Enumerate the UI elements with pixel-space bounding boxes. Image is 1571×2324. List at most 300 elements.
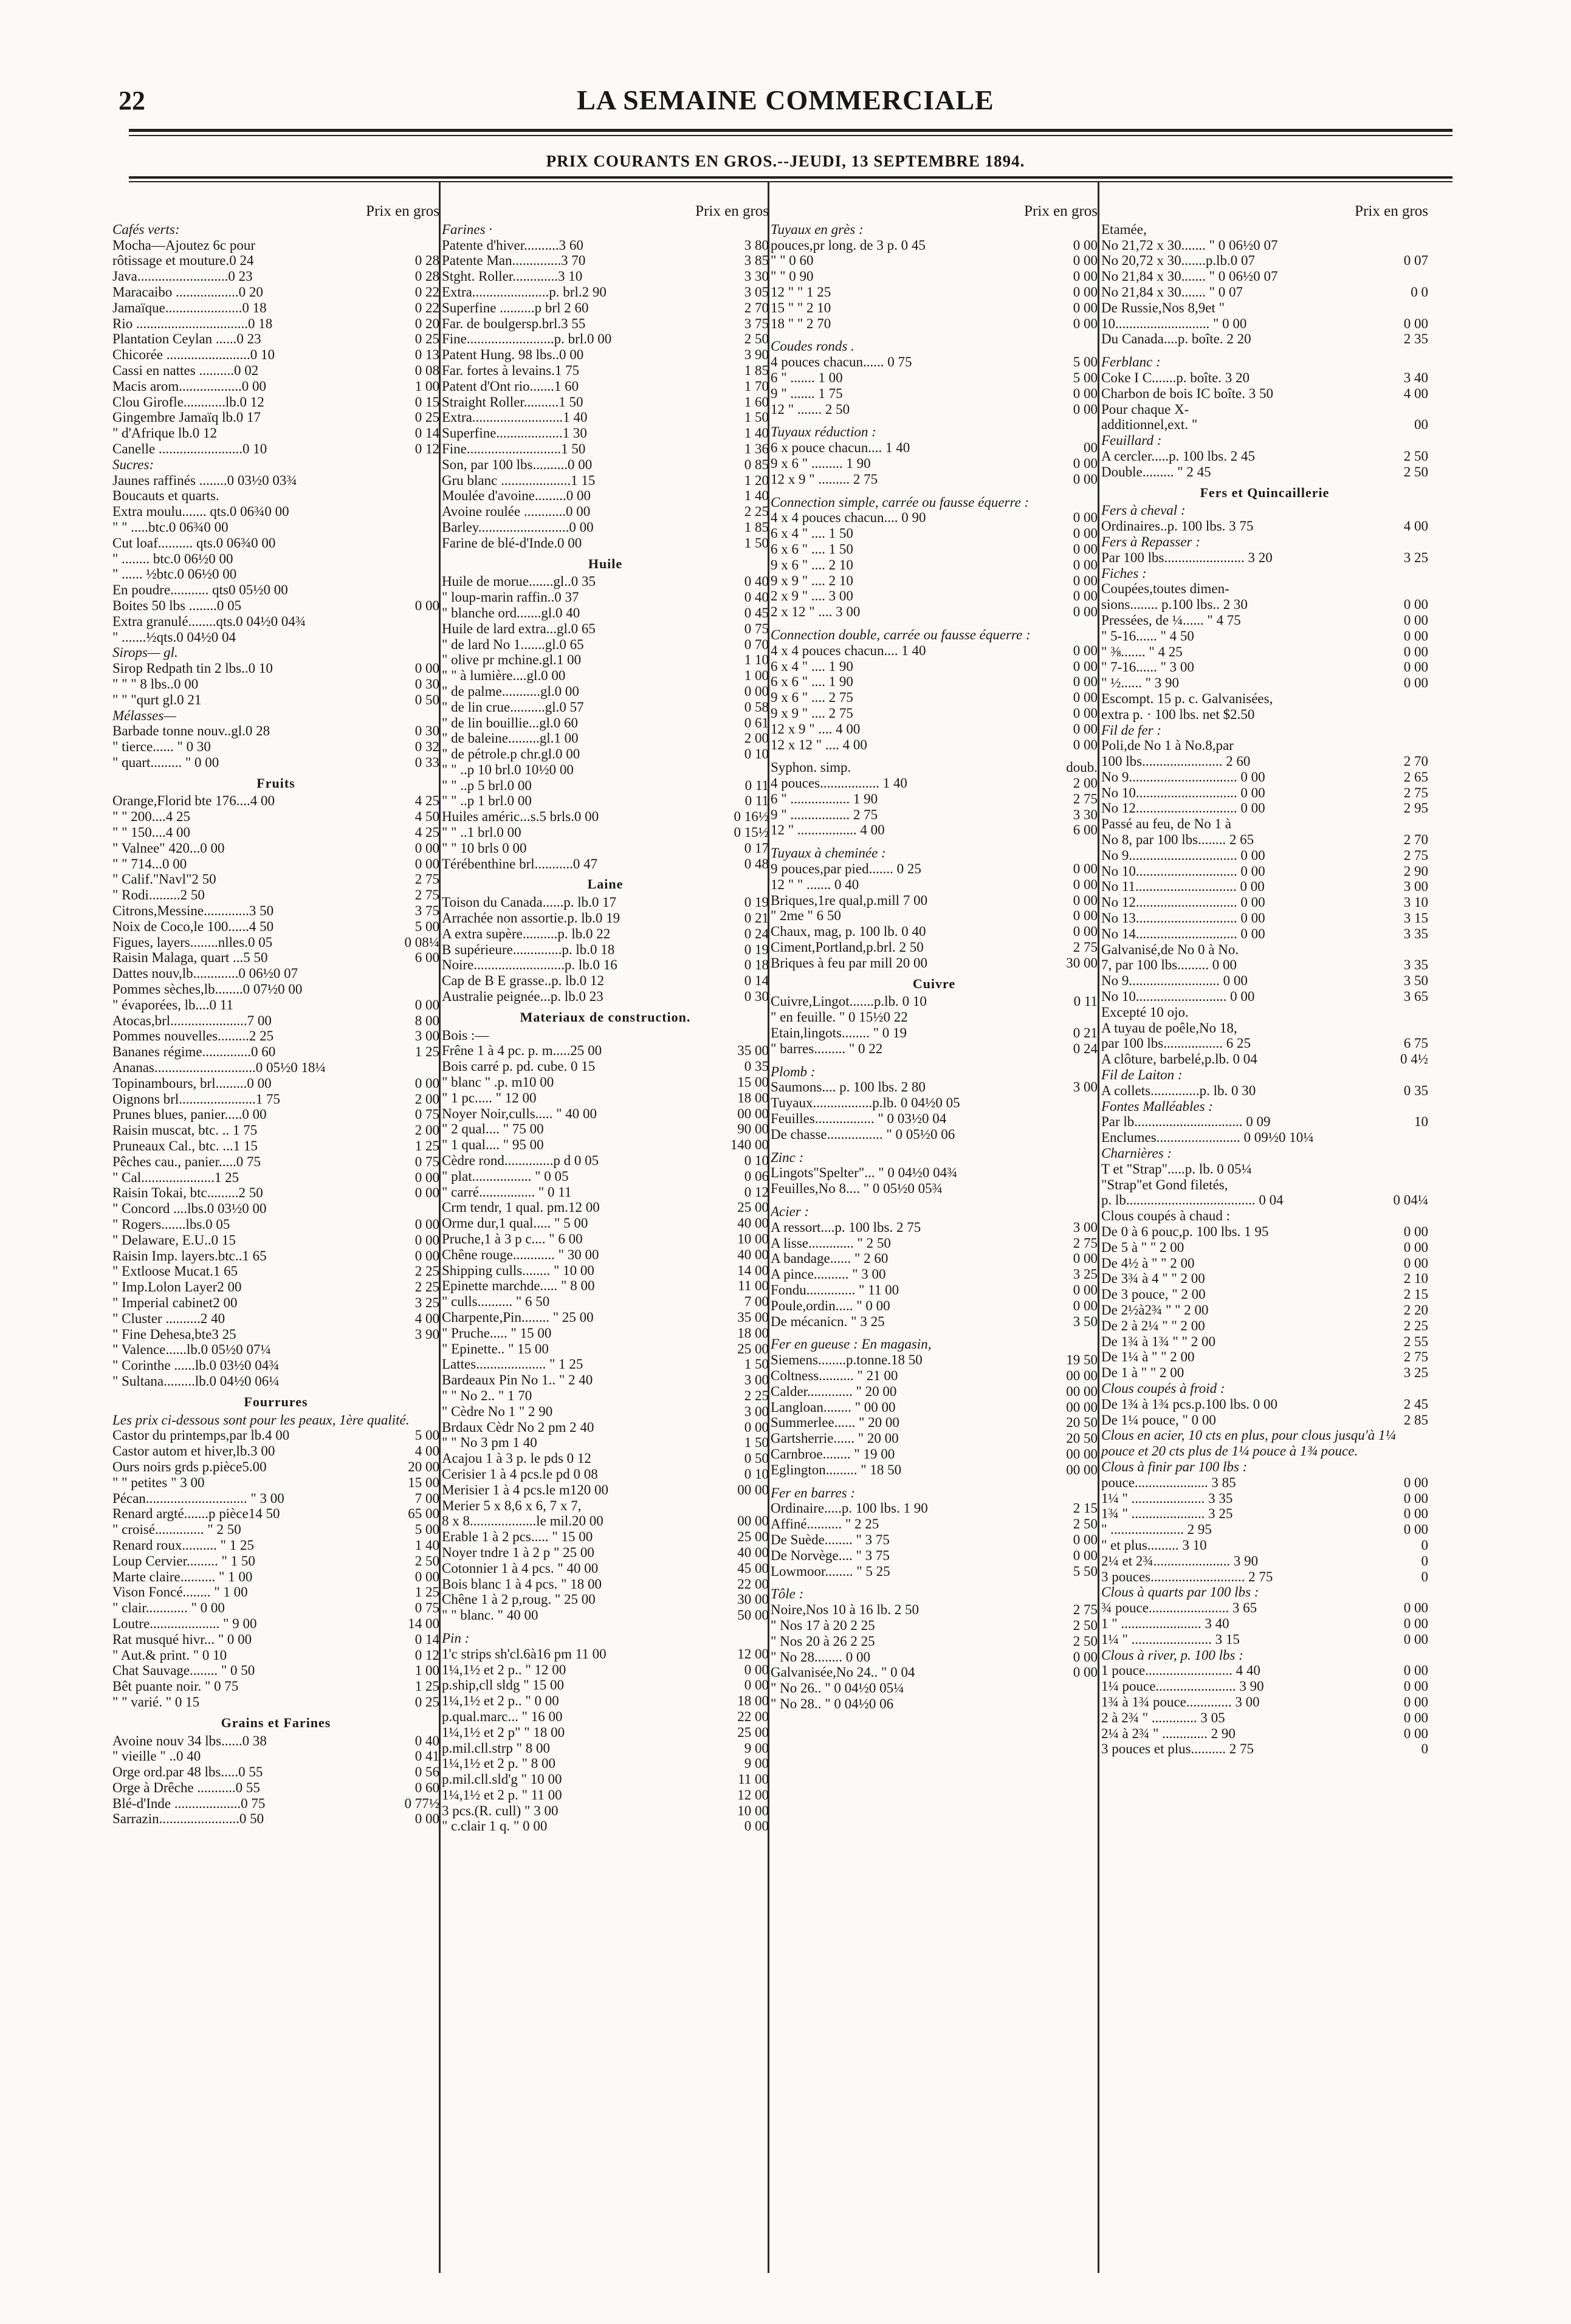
- price-row: [1101, 644, 1428, 660]
- item-label: Far. fortes à levains.1 75: [442, 362, 580, 378]
- price-high: 0 50: [744, 1451, 769, 1466]
- price-high: 0 00: [1403, 628, 1428, 644]
- price-high: 1 25: [414, 1044, 439, 1060]
- item-label: Noire..........................p. lb.0 16: [442, 957, 617, 973]
- price-row: [1101, 1271, 1428, 1287]
- item-label: Castor autom et hiver,lb.3 00: [112, 1443, 275, 1459]
- price-row: [1101, 1161, 1428, 1177]
- price-high: 5 00: [1073, 354, 1098, 370]
- price-row: [1101, 707, 1428, 723]
- item-label: " " 150....4 00: [112, 825, 191, 841]
- price-row: [442, 652, 769, 668]
- item-label: 1¼ pouce....................... 3 90: [1101, 1679, 1264, 1694]
- price-row: [442, 1741, 769, 1756]
- item-label: " blanc " .p. m10 00: [442, 1074, 554, 1090]
- item-label: " Cal.....................1 25: [112, 1169, 239, 1185]
- price-high: 1 40: [744, 425, 769, 441]
- price-high: 0 14: [414, 1631, 439, 1647]
- price-row: [112, 1522, 439, 1538]
- price-high: 2 75: [1403, 785, 1428, 800]
- item-label: Etain,lingots........ " 0 19: [771, 1025, 907, 1041]
- item-label: 12 x 9 " ......... 2 75: [771, 471, 878, 487]
- price-high: 2 50: [744, 331, 769, 347]
- price-row: [442, 973, 769, 989]
- price-high: 2 75: [1073, 940, 1098, 955]
- price-high: 2 75: [1403, 847, 1428, 863]
- item-label: Tuyaux.................p.lb. 0 04½0 05: [771, 1095, 960, 1111]
- item-label: 6 x 6 " .... 1 90: [771, 674, 853, 690]
- subsection-heading: Fiches :: [1101, 565, 1147, 581]
- item-label: " croisé.............. " 2 50: [112, 1522, 241, 1538]
- item-label: " Imp.Lolon Layer2 00: [112, 1279, 242, 1295]
- item-label: Noyer Noir,culls..... " 40 00: [442, 1105, 597, 1121]
- price-row: [112, 598, 439, 614]
- item-label: Chicorée ........................0 10: [112, 347, 275, 363]
- price-row: [442, 590, 769, 605]
- price-high: 0 75: [414, 1107, 439, 1122]
- price-row: [771, 1634, 1098, 1649]
- item-label: 2¼ et 2¾...................... 3 90: [1101, 1553, 1259, 1569]
- price-high: 0 00: [1073, 876, 1098, 892]
- price-row: [1101, 910, 1428, 926]
- price-row: [112, 1279, 439, 1295]
- price-row: [1101, 785, 1428, 801]
- section-heading: Materiaux de construction.: [520, 1009, 691, 1025]
- price-row: [112, 982, 439, 997]
- item-label: " Concord ....lbs.0 03½0 00: [112, 1201, 267, 1217]
- price-row: [771, 1095, 1098, 1111]
- price-row: [112, 825, 439, 841]
- price-row: [442, 269, 769, 284]
- item-label: 12 x 12 " .... 4 00: [771, 737, 867, 752]
- price-high: 0 00: [744, 1662, 769, 1677]
- price-high: 0 75: [414, 1153, 439, 1169]
- price-high: 0 00: [414, 1185, 439, 1201]
- price-row: [112, 1373, 439, 1389]
- price-row: [442, 1121, 769, 1137]
- item-label: ¾ pouce....................... 3 65: [1101, 1600, 1257, 1616]
- price-row: [112, 331, 439, 347]
- price-row: [112, 394, 439, 410]
- price-row: [442, 488, 769, 504]
- price-high: 20 50: [1066, 1415, 1098, 1431]
- price-high: 0 00: [1403, 1694, 1428, 1710]
- item-label: 6 " ....... 1 00: [771, 370, 843, 385]
- price-high: 10 00: [737, 1231, 769, 1246]
- item-label: Extra......................p. brl.2 90: [442, 284, 607, 300]
- price-row: [112, 723, 439, 739]
- price-row: [1101, 402, 1428, 418]
- price-high: 0 10: [744, 746, 769, 762]
- price-high: 5 00: [1073, 370, 1098, 385]
- price-high: 5 00: [414, 1522, 439, 1538]
- section-heading: Grains et Farines: [221, 1714, 331, 1730]
- price-high: 65 00: [408, 1506, 439, 1522]
- price-row: [771, 238, 1098, 253]
- item-label: " " 0 90: [771, 269, 814, 284]
- item-label: 2 x 12 " .... 3 00: [771, 604, 861, 620]
- price-row: [112, 1092, 439, 1107]
- price-row: [442, 637, 769, 653]
- price-high: 0 11: [744, 793, 769, 809]
- price-row: [442, 1388, 769, 1404]
- price-high: 0 14: [414, 425, 439, 441]
- item-label: 2¼ à 2¾ " ............. 2 90: [1101, 1725, 1236, 1741]
- text-line: Bois :—: [442, 1027, 489, 1043]
- item-label: Loutre.................... " 9 00: [112, 1615, 257, 1631]
- price-high: 3 50: [1403, 973, 1428, 989]
- price-row: [442, 841, 769, 856]
- price-high: 2 25: [414, 1263, 439, 1279]
- price-row: [1101, 613, 1428, 628]
- price-row: [771, 775, 1098, 791]
- price-row: [442, 1404, 769, 1420]
- price-high: 2 25: [414, 1279, 439, 1295]
- price-row: [112, 1764, 439, 1780]
- price-row: [442, 363, 769, 379]
- price-row: [771, 510, 1098, 526]
- price-row: [771, 940, 1098, 955]
- item-label: De 2 à 2¼ " " 2 00: [1101, 1318, 1205, 1333]
- item-label: " barres......... " 0 22: [771, 1040, 883, 1056]
- price-row: [1101, 1475, 1428, 1491]
- price-row: [442, 1059, 769, 1074]
- subsection-heading: Sirops— gl.: [112, 645, 178, 661]
- item-label: De 1¼ pouce, " 0 00: [1101, 1412, 1216, 1428]
- item-label: 6 " ................. 1 90: [771, 791, 878, 806]
- price-row: [1101, 1412, 1428, 1428]
- price-row: [1101, 1224, 1428, 1240]
- item-label: De 1¼ à " " 2 00: [1101, 1349, 1195, 1365]
- price-row: [1101, 1318, 1428, 1334]
- price-row: [112, 504, 439, 520]
- price-row: [112, 809, 439, 825]
- price-high: 3 35: [1403, 957, 1428, 973]
- price-high: 2 65: [1403, 769, 1428, 785]
- item-label: " 2me " 6 50: [771, 908, 841, 924]
- price-row: [1101, 1538, 1428, 1553]
- price-row: [112, 1107, 439, 1122]
- price-row: [112, 1076, 439, 1092]
- column-header-prix-en-gros: Prix en gros: [1355, 204, 1428, 219]
- price-row: [771, 1696, 1098, 1712]
- item-label: De 4½ à " " 2 00: [1101, 1255, 1195, 1271]
- price-row: [112, 1648, 439, 1663]
- item-label: Castor du printemps,par lb.4 00: [112, 1428, 290, 1443]
- item-label: " loup-marin raffin..0 37: [442, 590, 579, 605]
- price-row: [1101, 1616, 1428, 1632]
- item-label: Excepté 10 ojo.: [1101, 1004, 1189, 1020]
- price-high: 2 00: [1073, 775, 1098, 791]
- item-label: Extra..........................1 40: [442, 410, 588, 425]
- spacer: [771, 620, 1098, 627]
- price-row: [1101, 1694, 1428, 1710]
- item-label: Sarrazin.......................0 50: [112, 1811, 264, 1827]
- price-high: 4 50: [414, 809, 439, 825]
- price-high: 2 20: [1403, 1302, 1428, 1318]
- price-high: 1 50: [744, 410, 769, 425]
- price-row: [442, 316, 769, 332]
- price-high: 2 70: [744, 300, 769, 315]
- price-column-4: [1101, 204, 1428, 2261]
- price-row: [771, 1368, 1098, 1384]
- price-row: [442, 1074, 769, 1090]
- price-row: [442, 910, 769, 926]
- price-row: [771, 994, 1098, 1009]
- text-line: Etamée,: [1101, 221, 1147, 237]
- price-row: [442, 1420, 769, 1435]
- section-heading: Fourrures: [244, 1394, 308, 1409]
- item-label: Siemens........p.tonne.18 50: [771, 1352, 923, 1368]
- item-label: Summerlee...... " 20 00: [771, 1415, 899, 1431]
- item-label: " de palme...........gl.0 00: [442, 683, 579, 699]
- price-row: [1101, 1177, 1428, 1193]
- price-row: [112, 300, 439, 316]
- price-high: 0 40: [414, 1733, 439, 1748]
- item-label: Moulée d'avoine.........0 00: [442, 488, 591, 504]
- item-label: Calder............. " 20 00: [771, 1383, 897, 1399]
- price-row: [1101, 1679, 1428, 1694]
- price-row: [442, 825, 769, 841]
- price-high: 2 85: [1403, 1412, 1428, 1428]
- price-high: 0 12: [414, 1647, 439, 1663]
- price-row: [442, 957, 769, 973]
- price-row: [1101, 1710, 1428, 1726]
- subsection-heading: Fil de fer :: [1101, 722, 1161, 738]
- price-high: 1 60: [744, 394, 769, 410]
- item-label: De 3¾ à 4 " " 2 00: [1101, 1271, 1205, 1287]
- price-high: 00 00: [737, 1105, 769, 1121]
- price-high: 9 00: [744, 1756, 769, 1772]
- price-high: 0 25: [414, 410, 439, 425]
- item-label: Avoine roulée ............0 00: [442, 504, 591, 520]
- price-row: [442, 379, 769, 394]
- item-label: Huiles améric...s.5 brls.0 00: [442, 809, 599, 825]
- item-label: Chaux, mag, p. 100 lb. 0 40: [771, 924, 926, 940]
- item-label: " " No 2.. " 1 70: [442, 1387, 532, 1403]
- price-high: 0 04¼: [1393, 1192, 1428, 1208]
- item-label: Noire,Nos 10 à 16 lb. 2 50: [771, 1602, 920, 1618]
- price-high: 2 75: [1403, 1349, 1428, 1365]
- subsection-heading: Clous coupés à froid :: [1101, 1380, 1225, 1396]
- item-label: Barbade tonne nouv..gl.0 28: [112, 723, 270, 739]
- price-row: [771, 284, 1098, 300]
- price-row: [1101, 1334, 1428, 1350]
- price-row: [771, 588, 1098, 604]
- item-label: Chêne rouge............ " 30 00: [442, 1246, 599, 1262]
- price-row: [442, 1200, 769, 1215]
- price-high: 19 50: [1066, 1352, 1098, 1368]
- item-label: Merisier 1 à 4 pcs.le m120 00: [442, 1482, 609, 1497]
- item-label: Pommes nouvelles.........2 25: [112, 1028, 274, 1044]
- price-row: [442, 441, 769, 457]
- item-label: Syphon. simp.: [771, 760, 851, 775]
- price-row: [771, 1532, 1098, 1548]
- price-row: [112, 379, 439, 394]
- item-label: "Strap"et Gond filetés,: [1101, 1177, 1228, 1192]
- price-row: [442, 1294, 769, 1310]
- item-label: " " No 3 pm 1 40: [442, 1435, 537, 1451]
- item-label: A collets..............p. lb. 0 30: [1101, 1082, 1256, 1098]
- price-high: 3 00: [414, 1028, 439, 1044]
- price-row: [771, 1251, 1098, 1267]
- item-label: " Sultana.........lb.0 04½0 06¼: [112, 1373, 280, 1389]
- price-high: 0 00: [1073, 572, 1098, 588]
- price-row: [1101, 848, 1428, 864]
- price-high: 1 50: [744, 1356, 769, 1372]
- item-label: pouce..................... 3 85: [1101, 1474, 1236, 1490]
- item-label: Plantation Ceylan ......0 23: [112, 331, 261, 347]
- price-row: [1101, 754, 1428, 769]
- price-row: [442, 284, 769, 300]
- subsection-heading: Feuillard :: [1101, 433, 1162, 449]
- item-label: Patent d'Ont rio.......1 60: [442, 378, 579, 394]
- subsection-heading: Sucres:: [112, 456, 154, 472]
- item-label: Patent Hung. 98 lbs..0 00: [442, 347, 584, 363]
- item-label: Fine...........................1 50: [442, 441, 586, 456]
- price-high: 0 85: [744, 456, 769, 472]
- price-high: 0 00: [1403, 1255, 1428, 1271]
- price-high: 3 25: [1073, 1267, 1098, 1282]
- item-label: " Imperial cabinet2 00: [112, 1294, 238, 1310]
- price-row: [112, 1201, 439, 1217]
- item-label: Stght. Roller.............3 10: [442, 269, 583, 284]
- item-label: 1¼,1½ et 2 p. " 8 00: [442, 1756, 555, 1772]
- price-row: [112, 284, 439, 300]
- price-row: [442, 1725, 769, 1741]
- item-label: Patente d'hiver..........3 60: [442, 237, 583, 253]
- price-high: 0 00: [1073, 861, 1098, 877]
- item-label: " " .....btc.0 06¾0 00: [112, 519, 229, 535]
- item-label: Lingots"Spelter"... " 0 04½0 04¾: [771, 1165, 958, 1181]
- price-row: [771, 1446, 1098, 1462]
- price-row: [112, 1428, 439, 1443]
- price-row: [442, 1576, 769, 1592]
- item-label: De Suède........ " 3 75: [771, 1532, 890, 1547]
- item-label: Loup Cervier......... " 1 50: [112, 1553, 255, 1569]
- item-label: A cercler.....p. 100 lbs. 2 45: [1101, 448, 1255, 464]
- item-label: " Extloose Mucat.1 65: [112, 1263, 238, 1279]
- price-row: [112, 614, 439, 630]
- price-row: [1101, 1741, 1428, 1757]
- item-label: Extra granulé........qts.0 04½0 04¾: [112, 613, 306, 629]
- price-high: 0 00: [1073, 674, 1098, 690]
- price-row: [112, 1663, 439, 1679]
- price-high: 2 75: [1073, 1235, 1098, 1251]
- price-high: 0 70: [744, 636, 769, 652]
- price-high: 0 10: [744, 1466, 769, 1482]
- price-row: [442, 1169, 769, 1184]
- item-label: Galvanisée,No 24.. " 0 04: [771, 1665, 915, 1680]
- item-label: " tierce...... " 0 30: [112, 739, 211, 755]
- price-high: 0 00: [1403, 1615, 1428, 1631]
- item-label: " ........ btc.0 06½0 00: [112, 551, 233, 566]
- price-high: 0 45: [744, 605, 769, 621]
- price-high: 35 00: [737, 1309, 769, 1325]
- item-label: 12 " ....... 2 50: [771, 401, 850, 417]
- price-high: 0 00: [414, 840, 439, 856]
- price-row: [442, 1231, 769, 1247]
- price-row: [442, 1310, 769, 1325]
- price-row: [442, 731, 769, 746]
- price-row: [442, 1693, 769, 1709]
- item-label: 1¾ à 1¾ pouce............. 3 00: [1101, 1694, 1260, 1710]
- price-high: 2 50: [1073, 1633, 1098, 1649]
- price-high: 0 4½: [1400, 1051, 1428, 1067]
- price-high: 2 55: [1403, 1333, 1428, 1349]
- price-row: [112, 935, 439, 951]
- masthead-rule-thin: [129, 135, 1452, 136]
- price-high: 0 58: [744, 699, 769, 715]
- price-high: 45 00: [737, 1560, 769, 1576]
- item-label: p.mil.cll.strp " 8 00: [442, 1740, 551, 1756]
- price-row: [442, 778, 769, 794]
- price-high: 0 21: [744, 910, 769, 926]
- item-label: De mécanicn. " 3 25: [771, 1313, 885, 1329]
- price-high: 0 06: [744, 1168, 769, 1184]
- price-high: 2 45: [1403, 1396, 1428, 1412]
- price-row: [1101, 550, 1428, 566]
- item-label: " et plus......... 3 10: [1101, 1537, 1207, 1553]
- price-high: 0 00: [1073, 284, 1098, 300]
- item-label: Huile de morue.......gl..0 35: [442, 574, 596, 590]
- price-high: 4 00: [1403, 385, 1428, 401]
- item-label: " Cèdre No 1 " 2 90: [442, 1403, 553, 1419]
- item-label: par 100 lbs................. 6 25: [1101, 1036, 1251, 1051]
- price-high: 0 00: [1073, 604, 1098, 620]
- price-high: 2 75: [1073, 791, 1098, 806]
- item-label: De 1 à " " 2 00: [1101, 1365, 1184, 1381]
- price-row: [442, 300, 769, 316]
- price-high: 0 00: [414, 597, 439, 613]
- price-row: [771, 1649, 1098, 1665]
- price-row: [1101, 253, 1428, 269]
- subsection-heading: Acier :: [771, 1204, 810, 1220]
- price-row: [442, 1513, 769, 1529]
- item-label: 1 " ....................... 3 40: [1101, 1615, 1229, 1631]
- price-row: [1101, 518, 1428, 534]
- price-row: [1101, 449, 1428, 464]
- price-high: 0 00: [1073, 385, 1098, 401]
- price-high: 0 50: [414, 692, 439, 707]
- item-label: Ours noirs grds p.pièce5.00: [112, 1459, 267, 1474]
- price-row: [112, 1185, 439, 1201]
- item-label: Erable 1 à 2 pcs..... " 15 00: [442, 1529, 593, 1545]
- price-high: 0 00: [1073, 642, 1098, 658]
- item-label: Chêne 1 à 2 p,roug. " 25 00: [442, 1592, 596, 1607]
- price-row: [1101, 1663, 1428, 1679]
- price-row: [1101, 464, 1428, 480]
- item-label: Pruche,1 à 3 p c.... " 6 00: [442, 1231, 583, 1246]
- subsection-heading: Tôle :: [771, 1586, 804, 1602]
- price-row: [442, 605, 769, 621]
- item-label: " ⅜....... " 4 25: [1101, 644, 1183, 659]
- price-high: 0 00: [1073, 541, 1098, 557]
- spacer: [771, 1143, 1098, 1150]
- price-row: [112, 1263, 439, 1279]
- item-label: A extra supère..........p. lb.0 22: [442, 926, 611, 941]
- subsection-heading: Fer en barres :: [771, 1485, 856, 1501]
- price-row: [442, 1677, 769, 1693]
- price-row: [1101, 989, 1428, 1005]
- item-label: No 10............................. 0 00: [1101, 785, 1265, 800]
- item-label: Superfine ..........p brl 2 60: [442, 300, 589, 315]
- item-label: Ananas.............................0 05½0 18¼: [112, 1060, 326, 1076]
- price-row: [112, 1443, 439, 1459]
- subsection-heading: Plomb :: [771, 1064, 816, 1079]
- item-label: Canelle ........................0 10: [112, 441, 267, 456]
- price-high: 40 00: [737, 1246, 769, 1262]
